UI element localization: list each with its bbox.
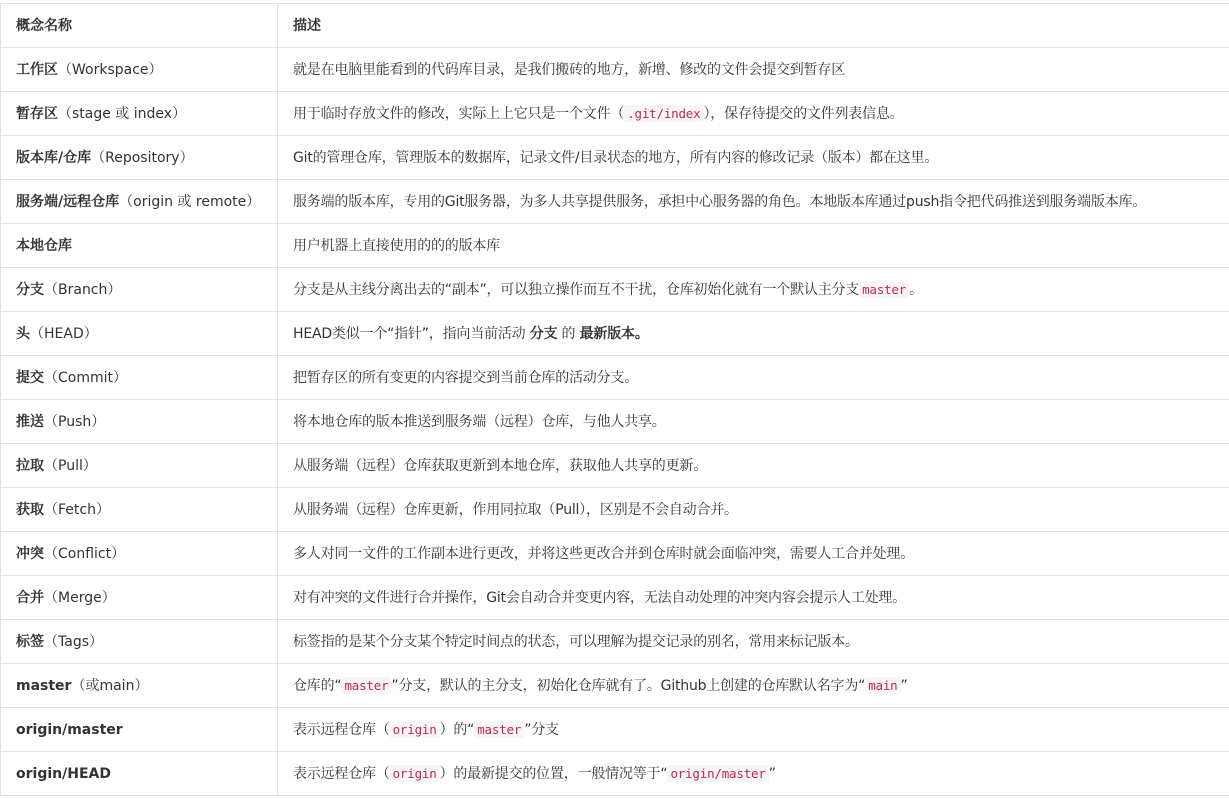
desc-text: 把暂存区的所有变更的内容提交到当前仓库的活动分支。 bbox=[293, 369, 638, 386]
term-cell bbox=[1, 48, 278, 92]
inline-code: master bbox=[474, 721, 524, 738]
table-row bbox=[1, 136, 1229, 180]
desc-cell bbox=[278, 400, 1229, 444]
term-alias: （Tags） bbox=[44, 633, 103, 650]
term-name: 获取 bbox=[16, 501, 44, 518]
inline-code: .git/index bbox=[624, 105, 703, 122]
desc-text: ” bbox=[900, 677, 908, 694]
table-row bbox=[1, 708, 1229, 752]
desc-text: 从服务端（远程）仓库获取更新到本地仓库，获取他人共享的更新。 bbox=[293, 457, 707, 474]
term-name: 提交 bbox=[16, 369, 44, 386]
desc-text: 表示远程仓库（ bbox=[293, 721, 390, 738]
table-row bbox=[1, 92, 1229, 136]
desc-cell bbox=[278, 532, 1229, 576]
table-row bbox=[1, 356, 1229, 400]
term-name: 合并 bbox=[16, 589, 44, 606]
term-cell bbox=[1, 664, 278, 708]
desc-cell bbox=[278, 48, 1229, 92]
desc-cell bbox=[278, 136, 1229, 180]
term-name: 头 bbox=[16, 325, 30, 342]
desc-cell bbox=[278, 180, 1229, 224]
desc-text: ”分支 bbox=[524, 721, 559, 738]
desc-text: 服务端的版本库，专用的Git服务器，为多人共享提供服务，承担中心服务器的角色。本地版本库通过push指令把代码推送到服务端版本库。 bbox=[293, 193, 1147, 210]
desc-text: 标签指的是某个分支某个特定时间点的状态，可以理解为提交记录的别名，常用来标记版本。 bbox=[293, 633, 859, 650]
desc-cell bbox=[278, 488, 1229, 532]
glossary-table bbox=[0, 3, 1229, 796]
desc-text: ），保存待提交的文件列表信息。 bbox=[703, 105, 904, 122]
desc-cell bbox=[278, 664, 1229, 708]
header-row bbox=[1, 4, 1229, 48]
header-desc: 描述 bbox=[278, 4, 1229, 48]
term-name: origin/HEAD bbox=[16, 765, 111, 782]
table-row bbox=[1, 752, 1229, 796]
inline-code: origin bbox=[390, 765, 440, 782]
table-row bbox=[1, 312, 1229, 356]
table-row bbox=[1, 268, 1229, 312]
desc-text: 分支是从主线分离出去的“副本”，可以独立操作而互不干扰，仓库初始化就有一个默认主分支 bbox=[293, 281, 860, 298]
desc-text: 将本地仓库的版本推送到服务端（远程）仓库，与他人共享。 bbox=[293, 413, 666, 430]
desc-text: 从服务端（远程）仓库更新，作用同拉取（Pull），区别是不会自动合并。 bbox=[293, 501, 738, 518]
desc-cell bbox=[278, 268, 1229, 312]
term-name: 工作区 bbox=[16, 61, 58, 78]
desc-text: ）的最新提交的位置，一般情况等于“ bbox=[439, 765, 668, 782]
table-row bbox=[1, 180, 1229, 224]
term-alias: （Workspace） bbox=[58, 61, 163, 78]
table-row bbox=[1, 620, 1229, 664]
term-name: origin/master bbox=[16, 721, 123, 738]
term-cell bbox=[1, 180, 278, 224]
term-cell bbox=[1, 488, 278, 532]
inline-code: origin/master bbox=[667, 765, 768, 782]
table-row bbox=[1, 400, 1229, 444]
table-row bbox=[1, 664, 1229, 708]
desc-cell bbox=[278, 224, 1229, 268]
inline-code: master bbox=[341, 677, 391, 694]
term-cell bbox=[1, 312, 278, 356]
term-name: 分支 bbox=[16, 281, 44, 298]
term-cell bbox=[1, 576, 278, 620]
table-row bbox=[1, 48, 1229, 92]
desc-cell bbox=[278, 620, 1229, 664]
term-name: 暂存区 bbox=[16, 105, 58, 122]
desc-cell bbox=[278, 708, 1229, 752]
term-alias: （Branch） bbox=[44, 281, 122, 298]
term-alias: （Fetch） bbox=[44, 501, 110, 518]
inline-code: master bbox=[859, 281, 909, 298]
desc-text: 用于临时存放文件的修改，实际上上它只是一个文件（ bbox=[293, 105, 625, 122]
term-alias: （Merge） bbox=[44, 589, 116, 606]
desc-text: 就是在电脑里能看到的代码库目录，是我们搬砖的地方，新增、修改的文件会提交到暂存区 bbox=[293, 61, 845, 78]
desc-text: 表示远程仓库（ bbox=[293, 765, 390, 782]
desc-cell bbox=[278, 444, 1229, 488]
term-alias: （Commit） bbox=[44, 369, 127, 386]
term-alias: （Conflict） bbox=[44, 545, 126, 562]
desc-text: Git的管理仓库，管理版本的数据库，记录文件/目录状态的地方，所有内容的修改记录（版本）都在这里。 bbox=[293, 149, 939, 166]
term-alias: （origin 或 remote） bbox=[119, 193, 261, 210]
term-cell bbox=[1, 400, 278, 444]
inline-code: origin bbox=[390, 721, 440, 738]
desc-text: 对有冲突的文件进行合并操作，Git会自动合并变更内容，无法自动处理的冲突内容会提示人工处理。 bbox=[293, 589, 907, 606]
term-cell bbox=[1, 708, 278, 752]
term-cell bbox=[1, 224, 278, 268]
desc-bold: 分支 bbox=[529, 325, 558, 342]
desc-text: ）的“ bbox=[439, 721, 475, 738]
desc-text: 用户机器上直接使用的的的版本库 bbox=[293, 237, 500, 254]
term-cell bbox=[1, 356, 278, 400]
term-name: 本地仓库 bbox=[16, 237, 72, 254]
term-name: 标签 bbox=[16, 633, 44, 650]
desc-text: 。 bbox=[909, 281, 923, 298]
term-cell bbox=[1, 268, 278, 312]
term-alias: （或main） bbox=[71, 677, 149, 694]
term-name: 版本库/仓库 bbox=[16, 149, 92, 166]
header-term: 概念名称 bbox=[1, 4, 278, 48]
desc-cell bbox=[278, 356, 1229, 400]
term-alias: （Repository） bbox=[91, 149, 194, 166]
term-cell bbox=[1, 136, 278, 180]
table-row bbox=[1, 576, 1229, 620]
desc-cell bbox=[278, 92, 1229, 136]
desc-text: 仓库的“ bbox=[293, 677, 342, 694]
table-row bbox=[1, 488, 1229, 532]
table-row bbox=[1, 444, 1229, 488]
term-alias: （Push） bbox=[44, 413, 106, 430]
desc-text: HEAD类似一个“指针”，指向当前活动 bbox=[293, 325, 530, 342]
term-cell bbox=[1, 752, 278, 796]
desc-text: 多人对同一文件的工作副本进行更改，并将这些更改合并到仓库时就会面临冲突，需要人工合并处理。 bbox=[293, 545, 914, 562]
desc-text: ” bbox=[768, 765, 776, 782]
table-row bbox=[1, 224, 1229, 268]
desc-cell bbox=[278, 752, 1229, 796]
desc-cell bbox=[278, 576, 1229, 620]
term-name: 服务端/远程仓库 bbox=[16, 193, 120, 210]
term-cell bbox=[1, 92, 278, 136]
table-row bbox=[1, 532, 1229, 576]
term-alias: （stage 或 index） bbox=[58, 105, 187, 122]
term-alias: （HEAD） bbox=[30, 325, 98, 342]
term-name: 拉取 bbox=[16, 457, 44, 474]
desc-text: 。 bbox=[634, 325, 649, 342]
inline-code: main bbox=[865, 677, 900, 694]
desc-text: 的 bbox=[557, 325, 580, 342]
term-cell bbox=[1, 532, 278, 576]
term-name: 冲突 bbox=[16, 545, 44, 562]
term-name: master bbox=[16, 677, 72, 694]
term-cell bbox=[1, 444, 278, 488]
desc-cell bbox=[278, 312, 1229, 356]
desc-text: ”分支，默认的主分支，初始化仓库就有了。Github上创建的仓库默认名字为“ bbox=[391, 677, 866, 694]
term-name: 推送 bbox=[16, 413, 44, 430]
desc-bold: 最新版本 bbox=[579, 325, 635, 342]
term-cell bbox=[1, 620, 278, 664]
term-alias: （Pull） bbox=[44, 457, 97, 474]
